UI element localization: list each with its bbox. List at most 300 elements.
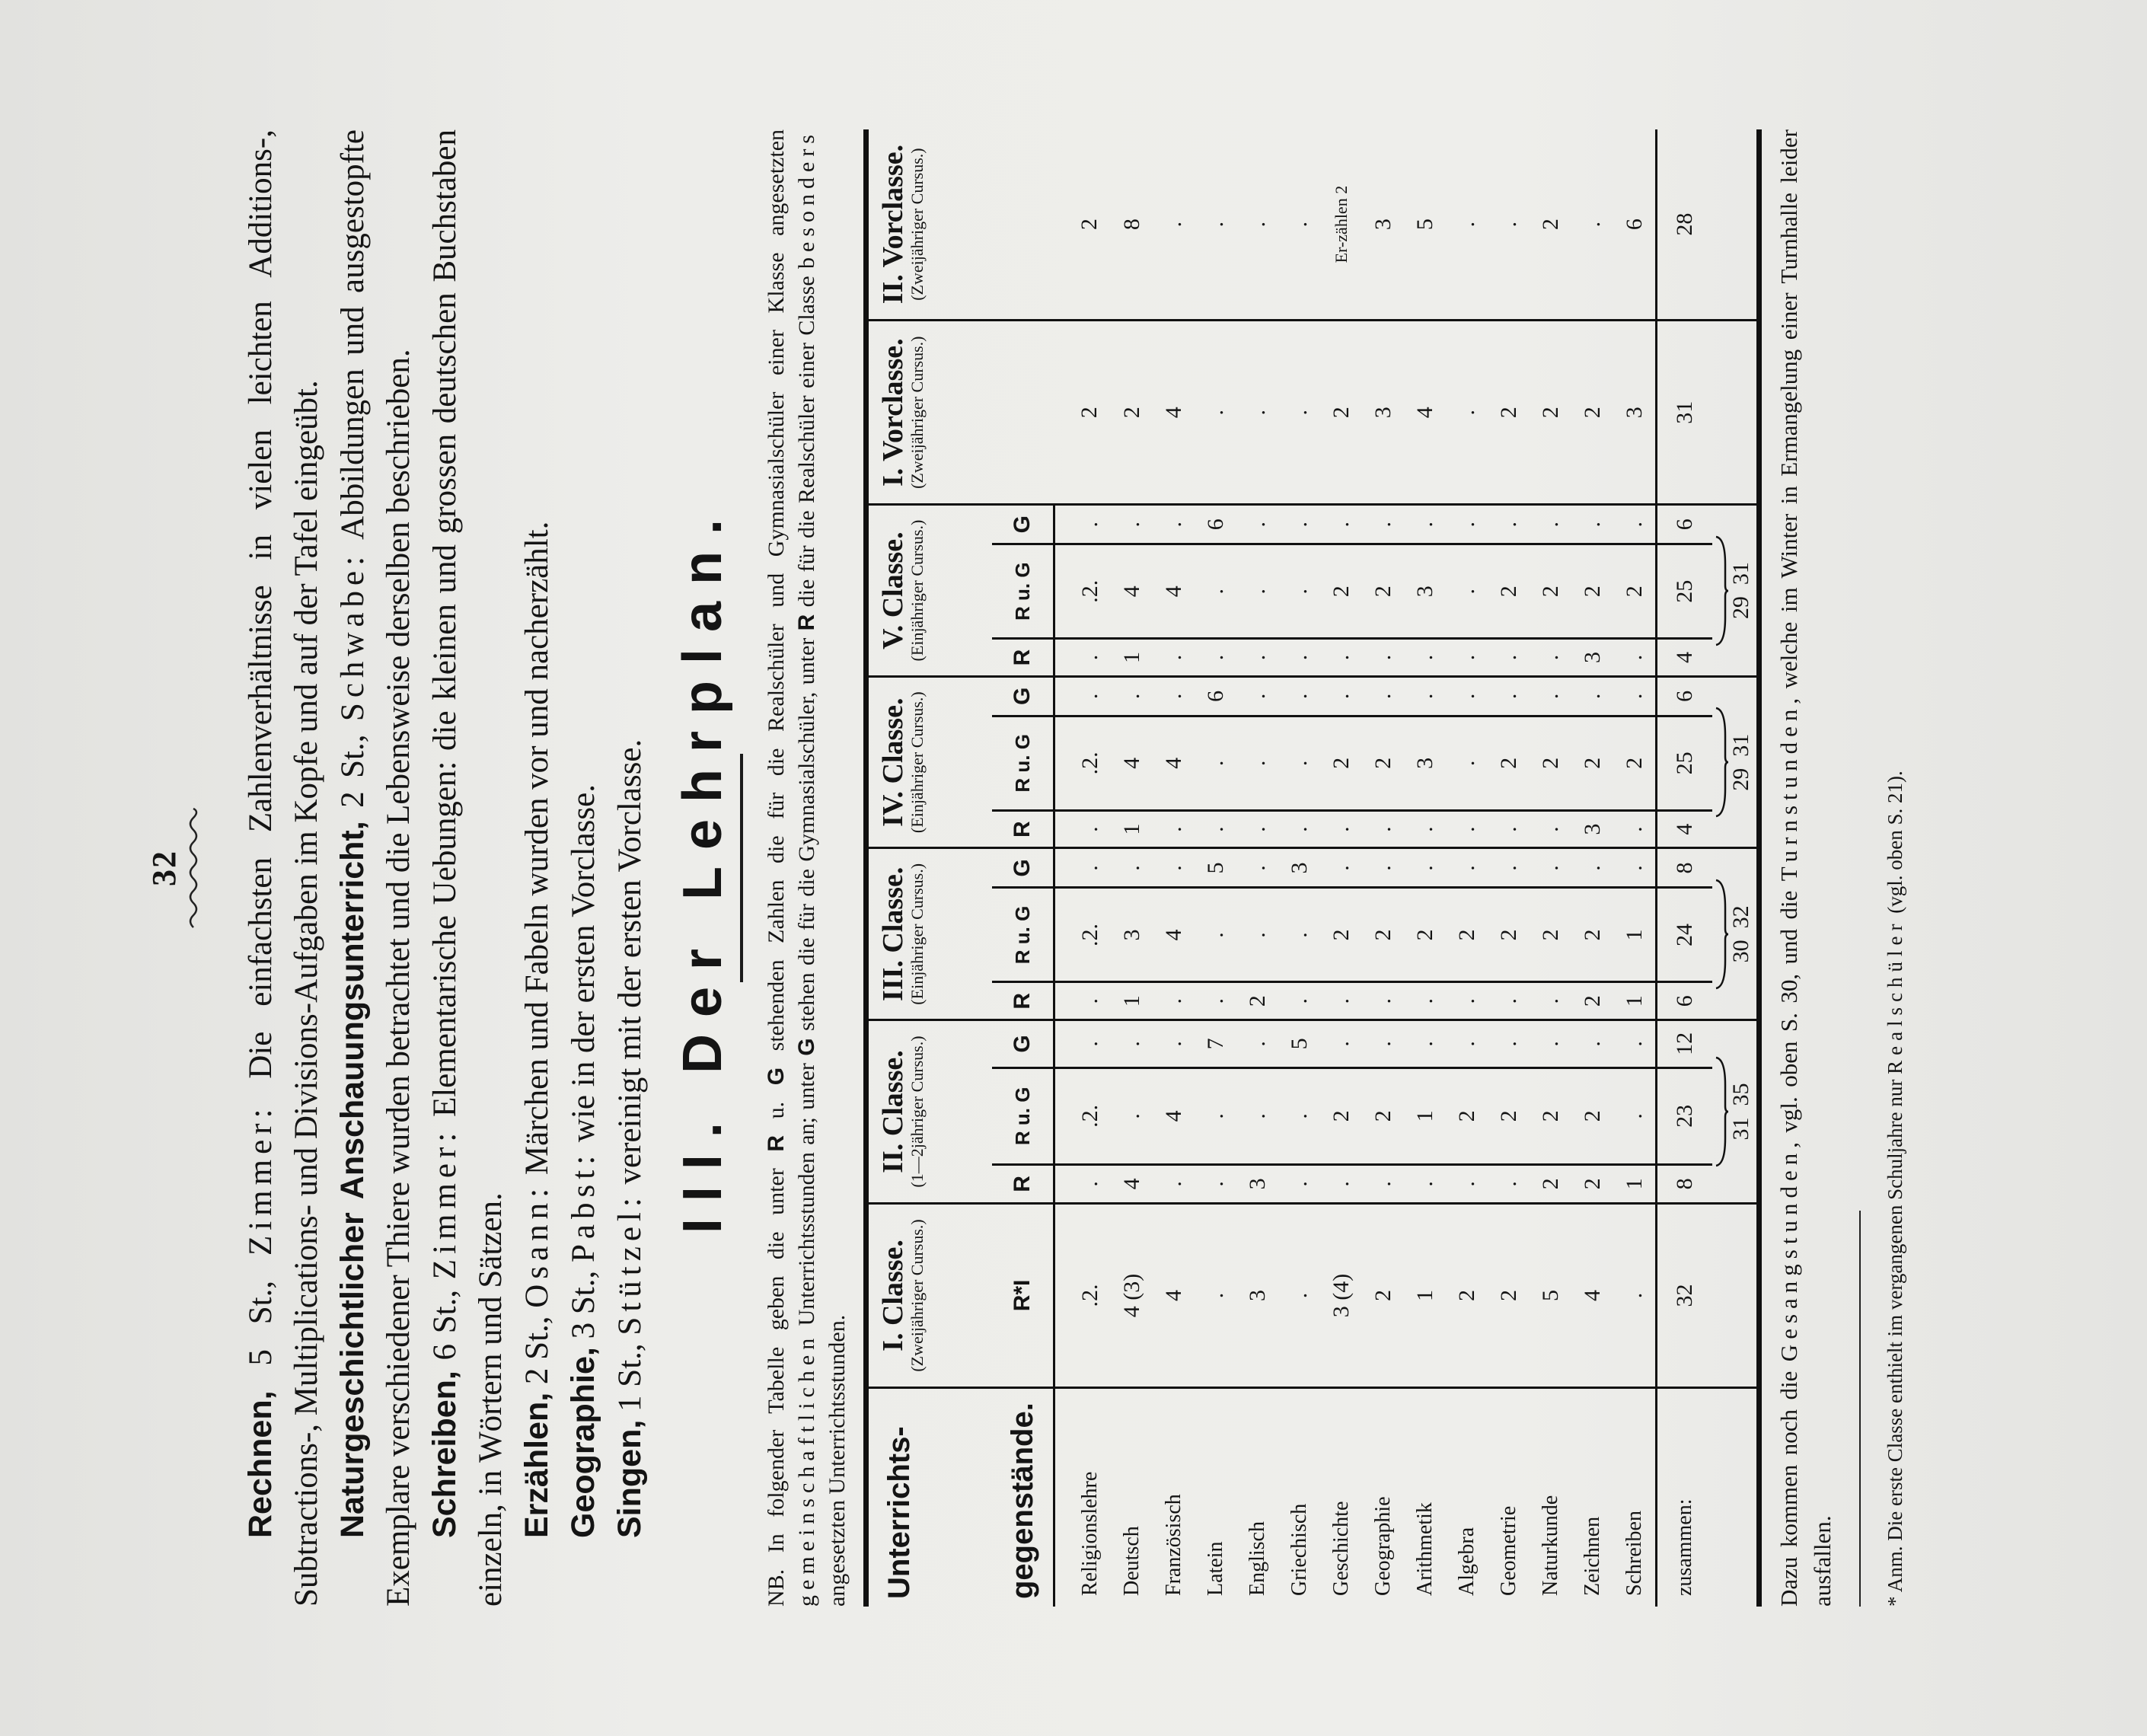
hours-cell: .: [1488, 1020, 1530, 1068]
sum-cell: 6: [1657, 676, 1713, 716]
combined-sum-value: 35: [1728, 1083, 1753, 1106]
subject-cell: Geographie: [1370, 1496, 1395, 1596]
rg-label: R u. G: [992, 544, 1054, 639]
combined-sum-value: 29: [1728, 767, 1753, 791]
hours-cell: .: [1320, 1020, 1362, 1068]
page-number: 32: [145, 850, 183, 886]
hours-cell: .: [1236, 129, 1278, 321]
hours-cell: 2: [1571, 544, 1613, 639]
hours-cell: .: [1236, 810, 1278, 848]
paragraph-schreiben: [422, 129, 514, 1607]
rg-label: R u. G: [992, 888, 1054, 982]
hours: 5 St.,: [243, 1256, 279, 1391]
hours-cell: .: [1195, 1164, 1236, 1203]
hours-cell: 6: [1613, 129, 1657, 321]
combined-sum-cell: [1712, 505, 1759, 677]
hours-cell: .: [1054, 848, 1112, 888]
hours-cell: .: [1111, 676, 1153, 716]
hours-cell: .: [1571, 1020, 1613, 1068]
hours-cell: 2: [1571, 1067, 1613, 1164]
hours-cell: 2: [1530, 321, 1571, 505]
hours-cell: .: [1278, 1164, 1320, 1203]
teacher-name: Schwabe:: [335, 550, 371, 722]
hours-cell: 2: [1488, 1203, 1530, 1387]
sum-cell: 6: [1657, 982, 1713, 1020]
hours-cell: .: [1278, 321, 1320, 505]
hours-cell: .: [1236, 505, 1278, 544]
hours-cell: 5: [1530, 1203, 1571, 1387]
hours-cell: .: [1236, 544, 1278, 639]
hours-cell: 1: [1111, 639, 1153, 677]
anm-emphasis: Realschüler: [1884, 918, 1906, 1074]
hours-cell: .: [1054, 676, 1112, 716]
subject-cell: Schreiben: [1622, 1511, 1646, 1596]
hours-cell: .: [1236, 1020, 1278, 1068]
subject-cell: Französisch: [1161, 1494, 1185, 1596]
hours-cell: 4: [1111, 544, 1153, 639]
hours-cell: .: [1320, 848, 1362, 888]
hours-cell: .: [1404, 676, 1446, 716]
class-course: (Zweijähriger Cursus.): [908, 336, 927, 489]
sum-label: zusammen:: [1657, 1388, 1713, 1607]
hours-cell: .: [1488, 982, 1530, 1020]
hours-cell: .: [1446, 716, 1488, 810]
nb-r: R: [794, 614, 819, 631]
hours-cell: .: [1320, 505, 1362, 544]
rg-label: R: [992, 639, 1054, 677]
body-text: [238, 129, 653, 1607]
hours-cell: .: [1446, 321, 1488, 505]
teacher-name: Stützel:: [612, 1192, 648, 1336]
hours-cell: 2: [1530, 888, 1571, 982]
hours-cell: .: [1446, 1020, 1488, 1068]
rg-label: G: [992, 505, 1054, 544]
section-title: Der Lehrplan.: [672, 502, 733, 1074]
class-name: I. Vorclasse.: [877, 338, 909, 487]
hours-cell: .: [1153, 1020, 1195, 1068]
hours-cell: 4: [1153, 716, 1195, 810]
subject-cell: Zeichnen: [1580, 1516, 1604, 1596]
hours-cell: 2: [1362, 544, 1404, 639]
hours-cell: .: [1362, 810, 1404, 848]
hours-cell: 3: [1236, 1203, 1278, 1387]
hours-cell: .: [1613, 505, 1657, 544]
hours-cell: .: [1571, 129, 1613, 321]
hours-cell: 1: [1404, 1203, 1446, 1387]
hours-cell: .: [1362, 676, 1404, 716]
sum-cell: 12: [1657, 1020, 1713, 1068]
hours-cell: .: [1153, 129, 1195, 321]
class-header: [866, 1020, 993, 1204]
class-header: [866, 505, 993, 677]
hours-cell: 2: [1571, 982, 1613, 1020]
hours-cell: 2: [1320, 1067, 1362, 1164]
hours-cell: .: [1278, 1203, 1320, 1387]
hours-cell: 2: [1571, 321, 1613, 505]
hours-cell: 5: [1278, 1020, 1320, 1068]
hours-cell: .: [1320, 810, 1362, 848]
combined-sum-cell: [1712, 1020, 1759, 1204]
hours-cell: .: [1236, 848, 1278, 888]
hours-cell: .: [1488, 848, 1530, 888]
hours-cell: 3: [1278, 848, 1320, 888]
hours-cell: 2: [1571, 1164, 1613, 1203]
paragraph-erzaehlen: [514, 129, 560, 1607]
teacher-name: Pabst:: [566, 1150, 601, 1262]
class-header: [866, 321, 1054, 505]
nb-g: G: [764, 1067, 789, 1086]
hours-cell: 7: [1195, 1020, 1236, 1068]
hours-cell: 2: [1530, 1067, 1571, 1164]
hours-cell: .: [1236, 716, 1278, 810]
hours-cell: 3 (4): [1320, 1203, 1362, 1387]
hours-cell: .: [1153, 848, 1195, 888]
class-name: II. Vorclasse.: [877, 144, 909, 305]
hours-cell: 2: [1054, 321, 1112, 505]
hours-cell: .: [1236, 888, 1278, 982]
hours-cell: .: [1054, 982, 1112, 1020]
combined-sum-value: 31: [1728, 562, 1753, 586]
class-header: [866, 676, 993, 848]
nb-text: angesetzten Unterrichtsstunden.: [825, 1314, 850, 1607]
hours-cell: .: [1613, 1067, 1657, 1164]
hours-cell: .: [1111, 848, 1153, 888]
nb-emphasis: gemeinschaftlichen: [794, 1332, 819, 1607]
hours-cell: .: [1278, 639, 1320, 677]
hours-cell: .: [1571, 848, 1613, 888]
hours-cell: .2.: [1054, 1203, 1112, 1387]
sum-cell: 8: [1657, 848, 1713, 888]
sum-cell: 25: [1657, 716, 1713, 810]
class-course: (1—2jähriger Cursus.): [908, 1036, 927, 1188]
nb-text: stehen die für die Gymnasialschüler, unter: [794, 630, 819, 1039]
hours-cell: .: [1446, 848, 1488, 888]
footnote-emphasis: Turnstunden: [1775, 704, 1802, 882]
subject-cell: Algebra: [1454, 1527, 1479, 1596]
hours-cell: .: [1404, 848, 1446, 888]
sum-cell: 24: [1657, 888, 1713, 982]
hours-cell: 3: [1571, 639, 1613, 677]
nb-emphasis: besonders: [794, 129, 819, 269]
hours-cell: .: [1446, 639, 1488, 677]
hours-cell: .: [1530, 810, 1571, 848]
hours-cell: 2: [1362, 716, 1404, 810]
hours-cell: .: [1446, 505, 1488, 544]
hours-cell: 2: [1362, 888, 1404, 982]
hours-cell: 2: [1530, 544, 1571, 639]
rg-label: R: [992, 810, 1054, 848]
hours-cell: 3: [1236, 1164, 1278, 1203]
hours-cell: .: [1153, 505, 1195, 544]
sum-cell: 8: [1657, 1164, 1713, 1203]
hours-cell: 4: [1153, 321, 1195, 505]
hours-cell: 2: [1446, 888, 1488, 982]
table-row: [1404, 129, 1446, 1607]
hours-cell: .: [1054, 1020, 1112, 1068]
subject-header: [866, 1388, 993, 1607]
brace-icon: [1715, 705, 1728, 819]
rg-label: R: [992, 1164, 1054, 1203]
hours-cell: 2: [1404, 888, 1446, 982]
subject-name: Singen,: [611, 1419, 648, 1538]
hours-cell: 2: [1320, 544, 1362, 639]
hours-cell: 2: [1320, 888, 1362, 982]
hours-cell: 2: [1446, 1203, 1488, 1387]
paragraph-geographie: [560, 129, 607, 1607]
hours-cell: .: [1530, 676, 1571, 716]
hours-cell: .: [1153, 639, 1195, 677]
hours-cell: .: [1236, 639, 1278, 677]
paragraph-text: Märchen und Fabeln wurden vor und nacherzählt.: [519, 521, 555, 1183]
hours-cell: .: [1404, 1164, 1446, 1203]
combined-sum-value: 32: [1728, 905, 1753, 929]
table-row: [1195, 129, 1236, 1607]
hours-cell: .: [1111, 1067, 1153, 1164]
empty-cell: [1712, 129, 1759, 321]
hours-cell: .: [1488, 639, 1530, 677]
sum-row: [1657, 129, 1713, 1607]
hours-cell: .: [1153, 676, 1195, 716]
nb-g: G: [794, 1038, 819, 1056]
hours-cell: Er-zählen 2: [1320, 129, 1362, 321]
sum-cell: 31: [1657, 321, 1713, 505]
hours-cell: .: [1488, 505, 1530, 544]
hours-cell: .: [1153, 1164, 1195, 1203]
hours-cell: .: [1054, 505, 1112, 544]
anm-text: * Anm. Die erste Classe enthielt im vergangenen Schuljahre nur: [1884, 1074, 1906, 1607]
table-row: [1111, 129, 1153, 1607]
table-row: [1320, 129, 1362, 1607]
hours-cell: .: [1530, 848, 1571, 888]
hours-cell: .: [1571, 676, 1613, 716]
hours-cell: .: [1404, 810, 1446, 848]
hours-cell: .: [1613, 1203, 1657, 1387]
subject-header-line: gegenstände.: [1006, 1403, 1039, 1599]
hours-cell: .2.: [1054, 1067, 1112, 1164]
hours-cell: .: [1111, 505, 1153, 544]
hours-cell: 2: [1613, 544, 1657, 639]
hours-cell: .: [1153, 810, 1195, 848]
class-name: IV. Classe.: [877, 697, 909, 827]
table-row: [1362, 129, 1404, 1607]
hours-cell: 4: [1153, 888, 1195, 982]
hours-cell: 3: [1362, 321, 1404, 505]
hours-cell: 1: [1111, 810, 1153, 848]
class-course: (Einjähriger Cursus.): [908, 863, 927, 1005]
hours-cell: 2: [1111, 321, 1153, 505]
subject-header-line: Unterrichts-: [882, 1426, 916, 1599]
nb-text: Unterrichtsstunden an; unter: [794, 1055, 819, 1333]
hours-cell: .: [1362, 848, 1404, 888]
brace-icon: [1715, 534, 1728, 648]
hours-cell: 1: [1613, 1164, 1657, 1203]
hours-cell: 2: [1362, 1203, 1404, 1387]
hours-cell: .: [1236, 321, 1278, 505]
footnote-text: , welche im Winter in Ermangelung einer Turnhalle leider ausfallen.: [1775, 129, 1836, 1607]
hours-cell: 2: [1530, 716, 1571, 810]
hours-cell: .: [1054, 1164, 1112, 1203]
subject-cell: Naturkunde: [1538, 1495, 1562, 1596]
hours-cell: 2: [1488, 321, 1530, 505]
hours-cell: 2: [1362, 1067, 1404, 1164]
hours-cell: 3: [1111, 888, 1153, 982]
paragraph-text: wie in der ersten Vorclasse.: [566, 784, 601, 1150]
subject-cell: Geometrie: [1496, 1505, 1520, 1596]
teacher-name: Osann:: [519, 1182, 555, 1308]
combined-sum-row: [1712, 129, 1759, 1607]
combined-sum-value: 29: [1728, 596, 1753, 620]
hours-cell: .: [1278, 888, 1320, 982]
sum-cell: 23: [1657, 1067, 1713, 1164]
footnote-main: [1772, 129, 1839, 1607]
hours-cell: .: [1278, 544, 1320, 639]
hours-cell: 5: [1195, 848, 1236, 888]
combined-sum-cell: [1712, 848, 1759, 1020]
teacher-name: Zimmer:: [427, 1127, 463, 1280]
hours-cell: .: [1530, 505, 1571, 544]
hours-cell: .: [1446, 129, 1488, 321]
hours-cell: .: [1613, 810, 1657, 848]
hours-cell: .: [1320, 1164, 1362, 1203]
table-row: [1488, 129, 1530, 1607]
subject-cell: Arithmetik: [1412, 1502, 1437, 1596]
subject-cell: Englisch: [1245, 1521, 1269, 1596]
class-course: (Einjähriger Cursus.): [908, 519, 927, 662]
rg-label: R*I: [992, 1203, 1054, 1387]
nb-text: u.: [764, 1085, 789, 1135]
hours-cell: .: [1195, 1203, 1236, 1387]
hours-cell: .: [1404, 1020, 1446, 1068]
subject-name: Naturgeschichtlicher Anschauungsunterricht,: [334, 821, 371, 1538]
hours: 1 St.,: [612, 1335, 648, 1420]
rg-label: G: [992, 848, 1054, 888]
anm-text: (vgl. oben S. 21).: [1884, 771, 1906, 919]
hours-cell: 1: [1404, 1067, 1446, 1164]
hours-cell: 4 (3): [1111, 1203, 1153, 1387]
rg-label: R u. G: [992, 716, 1054, 810]
hours-cell: 4: [1111, 716, 1153, 810]
nb-note: [761, 129, 853, 1607]
footnote-emphasis: Gesangstunden: [1775, 1147, 1802, 1362]
teacher-name: Zimmer:: [243, 1103, 279, 1256]
hours-cell: .: [1320, 639, 1362, 677]
table-row: [1613, 129, 1657, 1607]
hours-cell: 8: [1111, 129, 1153, 321]
hours-cell: .2.: [1054, 888, 1112, 982]
empty-cell: [1712, 1203, 1759, 1387]
hours-cell: .: [1195, 1067, 1236, 1164]
hours: 6 St.,: [427, 1279, 463, 1371]
hours-cell: .: [1195, 544, 1236, 639]
footnote-text: , vgl. oben S. 30, und die: [1775, 881, 1802, 1148]
hours-cell: .: [1054, 810, 1112, 848]
hours-cell: .: [1362, 1020, 1404, 1068]
hours-cell: 2: [1320, 716, 1362, 810]
hours-cell: .: [1054, 639, 1112, 677]
combined-sum-value: 30: [1728, 940, 1753, 963]
hours-cell: .: [1278, 129, 1320, 321]
hours-cell: 3: [1613, 321, 1657, 505]
footnote-anm: [1881, 129, 1909, 1607]
combined-sum-cell: [1712, 676, 1759, 848]
hours-cell: 2: [1488, 888, 1530, 982]
hours-cell: 2: [1488, 1067, 1530, 1164]
nb-text: die für die Realschüler einer Classe: [794, 268, 819, 614]
table-row: [1153, 129, 1195, 1607]
ornament-squiggle-icon: [187, 807, 199, 929]
hours-cell: .: [1195, 716, 1236, 810]
combined-sum-value: 31: [1728, 733, 1753, 757]
hours-cell: 2: [1613, 716, 1657, 810]
hours-cell: 2: [1530, 129, 1571, 321]
hours-cell: 2: [1054, 129, 1112, 321]
hours-cell: .: [1320, 982, 1362, 1020]
hours-cell: .: [1530, 639, 1571, 677]
hours-cell: .: [1278, 505, 1320, 544]
hours-cell: 4: [1404, 321, 1446, 505]
subject-header-cell: [992, 1388, 1054, 1607]
hours-cell: 2: [1236, 982, 1278, 1020]
hours-cell: 2: [1571, 716, 1613, 810]
hours: 3 St.,: [566, 1262, 601, 1348]
hours-cell: .: [1488, 129, 1530, 321]
hours-cell: .: [1278, 716, 1320, 810]
hours-cell: 1: [1613, 982, 1657, 1020]
hours-cell: .: [1236, 1067, 1278, 1164]
table-row: [1530, 129, 1571, 1607]
hours-cell: 3: [1404, 716, 1446, 810]
hours-cell: .: [1446, 810, 1488, 848]
empty-cell: [1712, 1388, 1759, 1607]
hours-cell: .: [1362, 982, 1404, 1020]
hours-cell: 2: [1488, 544, 1530, 639]
hours-cell: .: [1362, 505, 1404, 544]
class-name: I. Classe.: [877, 1240, 909, 1351]
combined-sum-value: 31: [1728, 1117, 1753, 1141]
hours-cell: .: [1613, 1020, 1657, 1068]
subject-name: Geographie,: [565, 1347, 601, 1538]
table-row: [1571, 129, 1613, 1607]
hours-cell: .: [1530, 1020, 1571, 1068]
hours-cell: 3: [1404, 544, 1446, 639]
hours-cell: .: [1278, 676, 1320, 716]
nb-text: stehenden Zahlen die für die Realschüler und Gymnasialschüler einer Klasse angesetzten: [764, 129, 789, 1067]
hours-cell: 4: [1571, 1203, 1613, 1387]
hours-cell: .: [1446, 676, 1488, 716]
hours-cell: .: [1446, 1164, 1488, 1203]
rg-label: G: [992, 1020, 1054, 1068]
subject-name: Erzählen,: [518, 1392, 555, 1538]
class-header: [866, 1203, 993, 1387]
paragraph-text: vereinigt mit der ersten Vorclasse.: [612, 739, 648, 1193]
hours-cell: .: [1446, 982, 1488, 1020]
paragraph-text: Die einfachsten Zahlenverhältnisse in vielen leichten Additions-, Subtractions-, Multiplications- und Divisions-Aufgaben im Kopfe und auf der Tafel eingeübt.: [243, 129, 324, 1607]
heading-rule: [740, 754, 743, 982]
rg-label: R: [992, 982, 1054, 1020]
table-row: [1278, 129, 1320, 1607]
subject-cell: Latein: [1203, 1541, 1227, 1596]
subject-cell: Religionslehre: [1077, 1471, 1102, 1596]
hours-cell: .: [1195, 639, 1236, 677]
hours-cell: .: [1236, 676, 1278, 716]
hours-cell: .: [1111, 1020, 1153, 1068]
hours-cell: .: [1362, 1164, 1404, 1203]
hours-cell: .: [1613, 639, 1657, 677]
hours-cell: .: [1278, 1067, 1320, 1164]
sum-cell: 25: [1657, 544, 1713, 639]
paragraph-text: Elementarische Uebungen: die kleinen und grossen deutschen Buchstaben einzeln, in Wörtern und Sätzen.: [427, 129, 509, 1607]
hours-cell: .: [1613, 848, 1657, 888]
